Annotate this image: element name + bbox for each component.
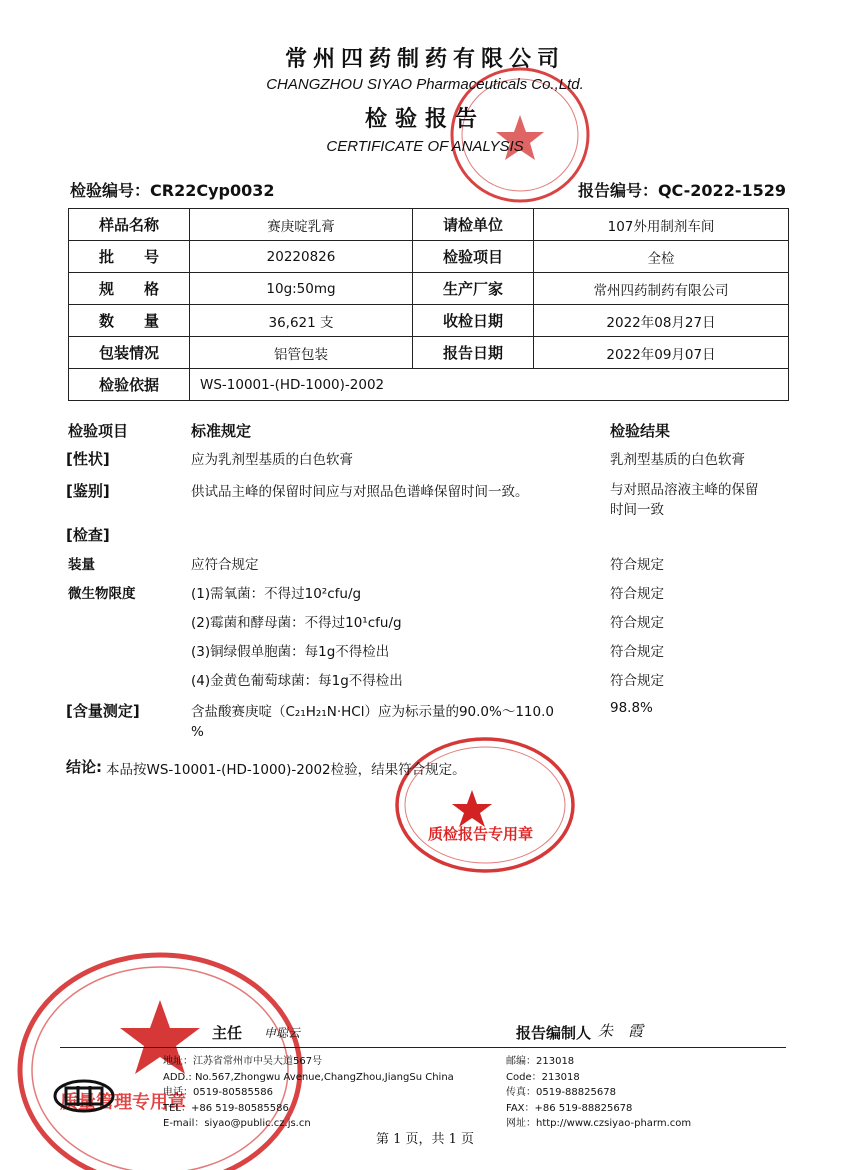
- results-standard-header: 标准规定: [191, 422, 252, 440]
- basis-label: 检验依据: [69, 369, 190, 401]
- qc-report-seal: [390, 730, 580, 880]
- director-signature: 申聪云: [264, 1026, 301, 1040]
- batch-label: 批 号: [69, 241, 190, 273]
- maker-value: 常州四药制药有限公司: [534, 273, 789, 305]
- footer-left: [163, 1054, 454, 1132]
- loading-item: 装量: [68, 557, 95, 573]
- loading-standard: 应符合规定: [191, 557, 259, 573]
- report-title-cn: 检验报告: [364, 107, 485, 132]
- assay-result: 98.8%: [610, 700, 653, 716]
- company-name-cn: 常州四药制药有限公司: [284, 47, 565, 72]
- footer-fax-cn: 传真：0519-88825678: [506, 1087, 616, 1098]
- micro-2-result: 符合规定: [610, 615, 664, 631]
- footer-email[interactable]: E-mail：siyao@public.cz.js.cn: [163, 1118, 311, 1129]
- qty-label: 数 量: [69, 305, 190, 337]
- micro-1-standard: (1)需氧菌：不得过10²cfu/g: [191, 586, 362, 602]
- results-item-header: 检验项目: [68, 422, 129, 440]
- footer-right: [506, 1054, 691, 1132]
- editor-signature: 朱 霞: [598, 1022, 644, 1040]
- pack-label: 包装情况: [69, 337, 190, 369]
- recv-value: 2022年08月27日: [534, 305, 789, 337]
- assay-standard-line2: %: [191, 724, 204, 740]
- report-date-value: 2022年09月07日: [534, 337, 789, 369]
- requester-label: 请检单位: [413, 209, 534, 241]
- company-name-en: CHANGZHOU SIYAO Pharmaceuticals Co.,Ltd.: [266, 76, 584, 93]
- pack-value: 铝管包装: [190, 337, 413, 369]
- quality-seal-text: 质量管理专用章: [60, 1092, 186, 1113]
- micro-4-result: 符合规定: [610, 673, 664, 689]
- appearance-item: [性状]: [66, 450, 110, 468]
- micro-1-result: 符合规定: [610, 586, 664, 602]
- requester-value: 107外用制剂车间: [534, 209, 789, 241]
- footer-tel-cn: 电话：0519-80585586: [163, 1087, 273, 1098]
- micro-4-standard: (4)金黄色葡萄球菌：每1g不得检出: [191, 673, 403, 689]
- inspection-number: 检验编号：CR22Cyp0032: [70, 181, 275, 200]
- footer-post-en: Code：213018: [506, 1071, 580, 1083]
- check-section-label: [检查]: [66, 526, 110, 544]
- assay-item: [含量测定]: [66, 702, 140, 720]
- conclusion-label: 结论:: [66, 758, 102, 776]
- micro-2-standard: (2)霉菌和酵母菌：不得过10¹cfu/g: [191, 615, 402, 631]
- loading-result: 符合规定: [610, 557, 664, 573]
- footer-addr-cn: 地址：江苏省常州市中吴大道567号: [163, 1056, 323, 1067]
- page-number: 第 1 页，共 1 页: [375, 1132, 475, 1147]
- results-result-header: 检验结果: [610, 422, 671, 440]
- basis-value: WS-10001-(HD-1000)-2002: [190, 369, 789, 401]
- sample-name-label: 样品名称: [69, 209, 190, 241]
- appearance-result: 乳剂型基质的白色软膏: [610, 452, 745, 468]
- item-label: 检验项目: [413, 241, 534, 273]
- conclusion-text: 本品按WS-10001-(HD-1000)-2002检验，结果符合规定。: [106, 762, 466, 778]
- director-label: 主任: [212, 1024, 243, 1042]
- spec-value: 10g:50mg: [190, 273, 413, 305]
- recv-label: 收检日期: [413, 305, 534, 337]
- company-logo-icon: [52, 1078, 116, 1114]
- assay-standard-line1: 含盐酸赛庚啶（C₂₁H₂₁N·HCl）应为标示量的90.0%～110.0: [191, 704, 554, 720]
- micro-3-standard: (3)铜绿假单胞菌：每1g不得检出: [191, 644, 390, 660]
- report-number: 报告编号：QC-2022-1529: [577, 181, 786, 200]
- editor-label: 报告编制人: [516, 1024, 592, 1042]
- report-title-en: CERTIFICATE OF ANALYSIS: [326, 138, 524, 155]
- sample-name-value: 赛庚啶乳膏: [190, 209, 413, 241]
- report-date-label: 报告日期: [413, 337, 534, 369]
- identification-standard: 供试品主峰的保留时间应与对照品色谱峰保留时间一致。: [191, 484, 529, 500]
- footer-rule: [60, 1047, 786, 1048]
- micro-3-result: 符合规定: [610, 644, 664, 660]
- appearance-standard: 应为乳剂型基质的白色软膏: [191, 452, 353, 468]
- footer-web[interactable]: 网址：http://www.czsiyao-pharm.com: [506, 1118, 692, 1129]
- qty-value: 36,621 支: [190, 305, 413, 337]
- microbial-label: 微生物限度: [68, 586, 136, 602]
- sample-info-table: [68, 208, 789, 401]
- qc-seal-text: 质检报告专用章: [428, 825, 534, 843]
- identification-result-line2: 时间一致: [610, 502, 664, 518]
- maker-label: 生产厂家: [413, 273, 534, 305]
- footer-fax-en: FAX：+86 519-88825678: [506, 1102, 633, 1114]
- footer-addr-en: ADD.: No.567,Zhongwu Avenue,ChangZhou,JiangSu China: [163, 1071, 454, 1083]
- identification-item: [鉴别]: [66, 482, 110, 500]
- item-value: 全检: [534, 241, 789, 273]
- batch-value: 20220826: [190, 241, 413, 273]
- identification-result-line1: 与对照品溶液主峰的保留: [610, 482, 759, 498]
- footer-tel-en: TEL：+86 519-80585586: [163, 1102, 289, 1114]
- spec-label: 规 格: [69, 273, 190, 305]
- footer-post-cn: 邮编：213018: [506, 1056, 575, 1067]
